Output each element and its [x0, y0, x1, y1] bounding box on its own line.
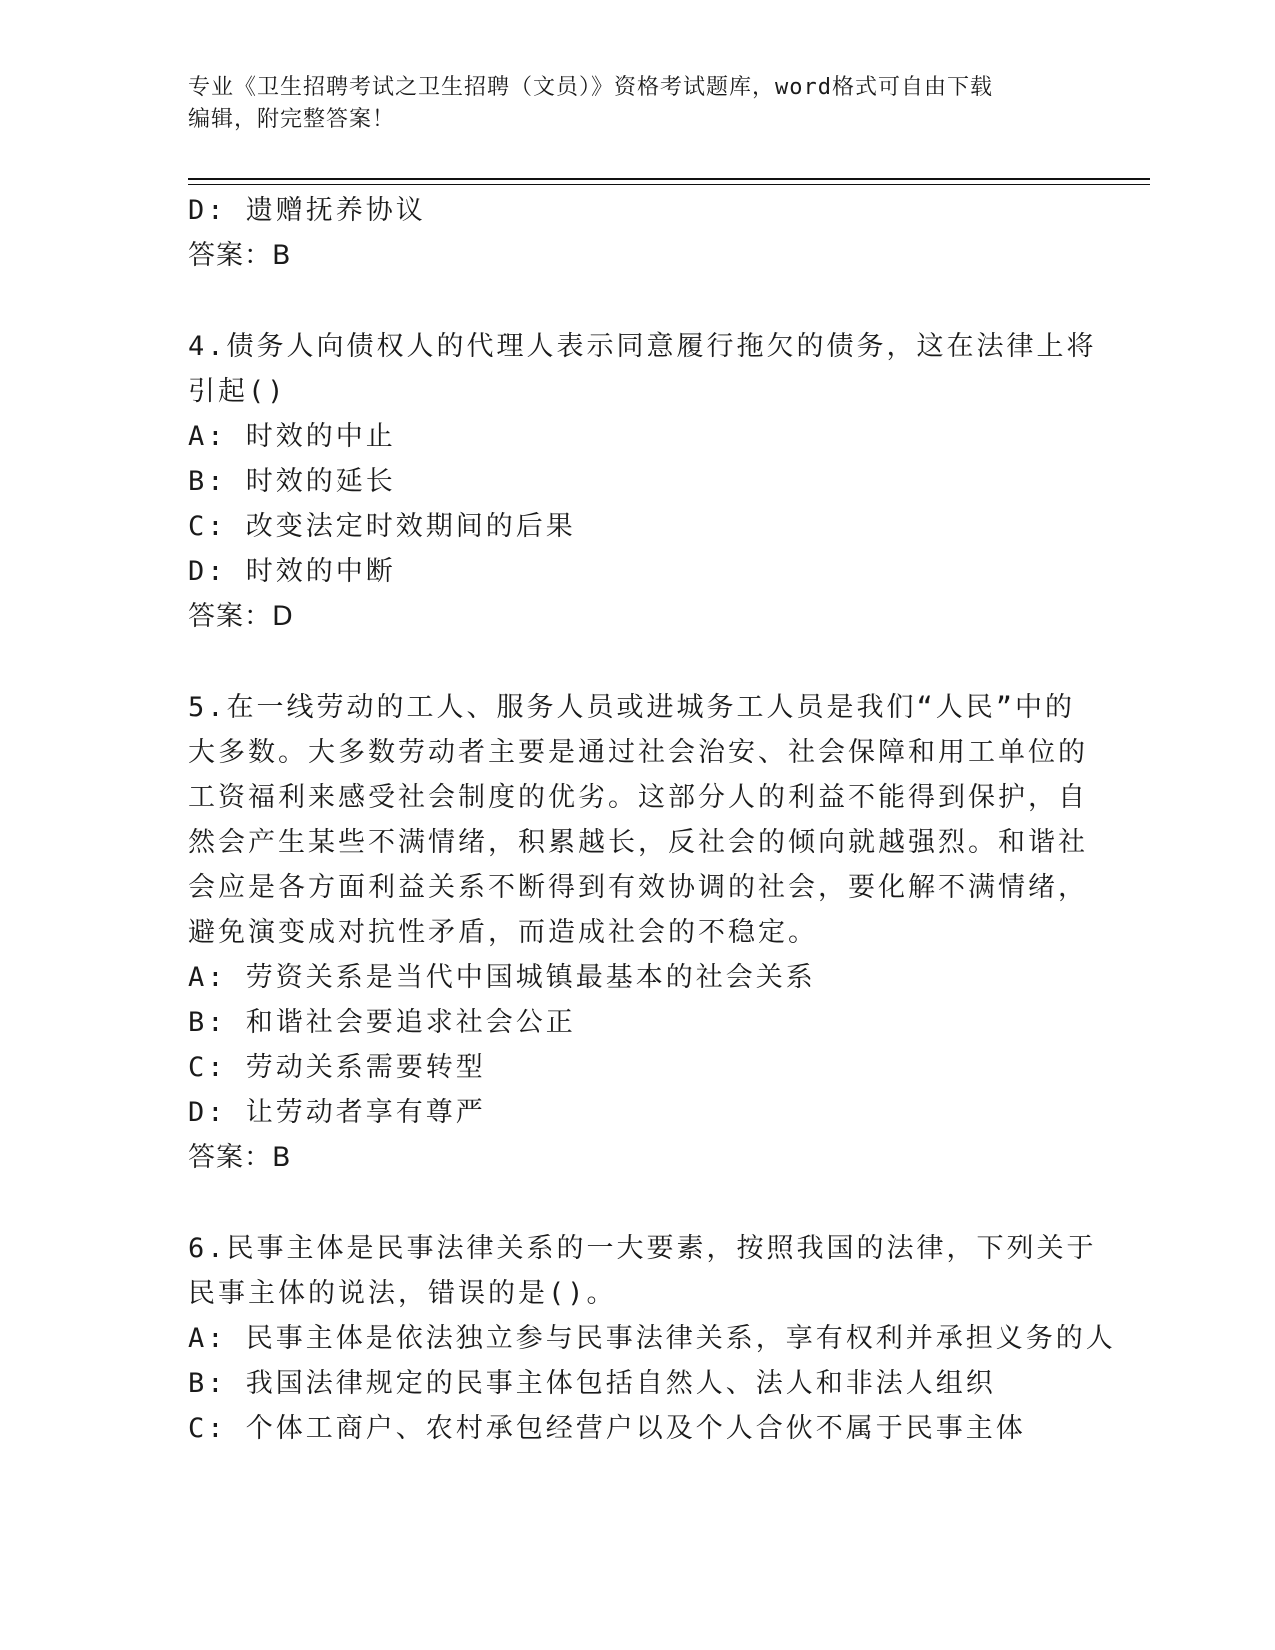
- question-text-line: 4.债务人向债权人的代理人表示同意履行拖欠的债务，这在法律上将: [188, 331, 1097, 362]
- page-header: [188, 72, 1068, 136]
- spacer: [188, 1180, 1088, 1226]
- previous-question-tail: [188, 188, 1088, 278]
- option-d: D: 让劳动者享有尊严: [188, 1097, 486, 1128]
- question-text-line: 6.民事主体是民事法律关系的一大要素，按照我国的法律，下列关于: [188, 1233, 1097, 1264]
- question-content: [188, 188, 1116, 1451]
- answer-line: 答案：B: [188, 1142, 292, 1173]
- question-text-line: 民事主体的说法，错误的是()。: [188, 1278, 617, 1309]
- option-b: B: 和谐社会要追求社会公正: [188, 1007, 576, 1038]
- answer-line: 答案：B: [188, 240, 292, 271]
- question-text-line: 5.在一线劳动的工人、服务人员或进城务工人员是我们“人民”中的: [188, 692, 1076, 723]
- spacer: [188, 278, 1088, 324]
- spacer: [188, 639, 1088, 685]
- header-divider-thick: [188, 178, 1150, 180]
- option-c: C: 劳动关系需要转型: [188, 1052, 486, 1083]
- option-c: C: 个体工商户、农村承包经营户以及个人合伙不属于民事主体: [188, 1413, 1026, 1444]
- option-d: D: 时效的中断: [188, 556, 396, 587]
- option-b: B: 时效的延长: [188, 466, 396, 497]
- question-5: [188, 685, 1088, 1180]
- question-text-line: 会应是各方面利益关系不断得到有效协调的社会，要化解不满情绪，: [188, 872, 1088, 903]
- header-line-1: 专业《卫生招聘考试之卫生招聘（文员）》资格考试题库，word格式可自由下载: [188, 75, 993, 100]
- option-a: A: 劳资关系是当代中国城镇最基本的社会关系: [188, 962, 816, 993]
- question-text-line: 工资福利来感受社会制度的优劣。这部分人的利益不能得到保护，自: [188, 782, 1088, 813]
- option-b: B: 我国法律规定的民事主体包括自然人、法人和非法人组织: [188, 1368, 996, 1399]
- question-4: [188, 324, 1097, 639]
- question-text-line: 避免演变成对抗性矛盾，而造成社会的不稳定。: [188, 917, 818, 948]
- question-text-line: 引起(): [188, 376, 287, 407]
- option-a: A: 民事主体是依法独立参与民事法律关系，享有权利并承担义务的人: [188, 1323, 1116, 1354]
- header-line-2: 编辑，附完整答案！: [188, 107, 396, 132]
- option-a: A: 时效的中止: [188, 421, 396, 452]
- question-text-line: 大多数。大多数劳动者主要是通过社会治安、社会保障和用工单位的: [188, 737, 1088, 768]
- option-d: D: 遗赠抚养协议: [188, 195, 426, 226]
- question-text-line: 然会产生某些不满情绪，积累越长，反社会的倾向就越强烈。和谐社: [188, 827, 1088, 858]
- question-6: [188, 1226, 1116, 1451]
- option-c: C: 改变法定时效期间的后果: [188, 511, 576, 542]
- header-divider-thin: [188, 184, 1150, 185]
- answer-line: 答案：D: [188, 601, 294, 632]
